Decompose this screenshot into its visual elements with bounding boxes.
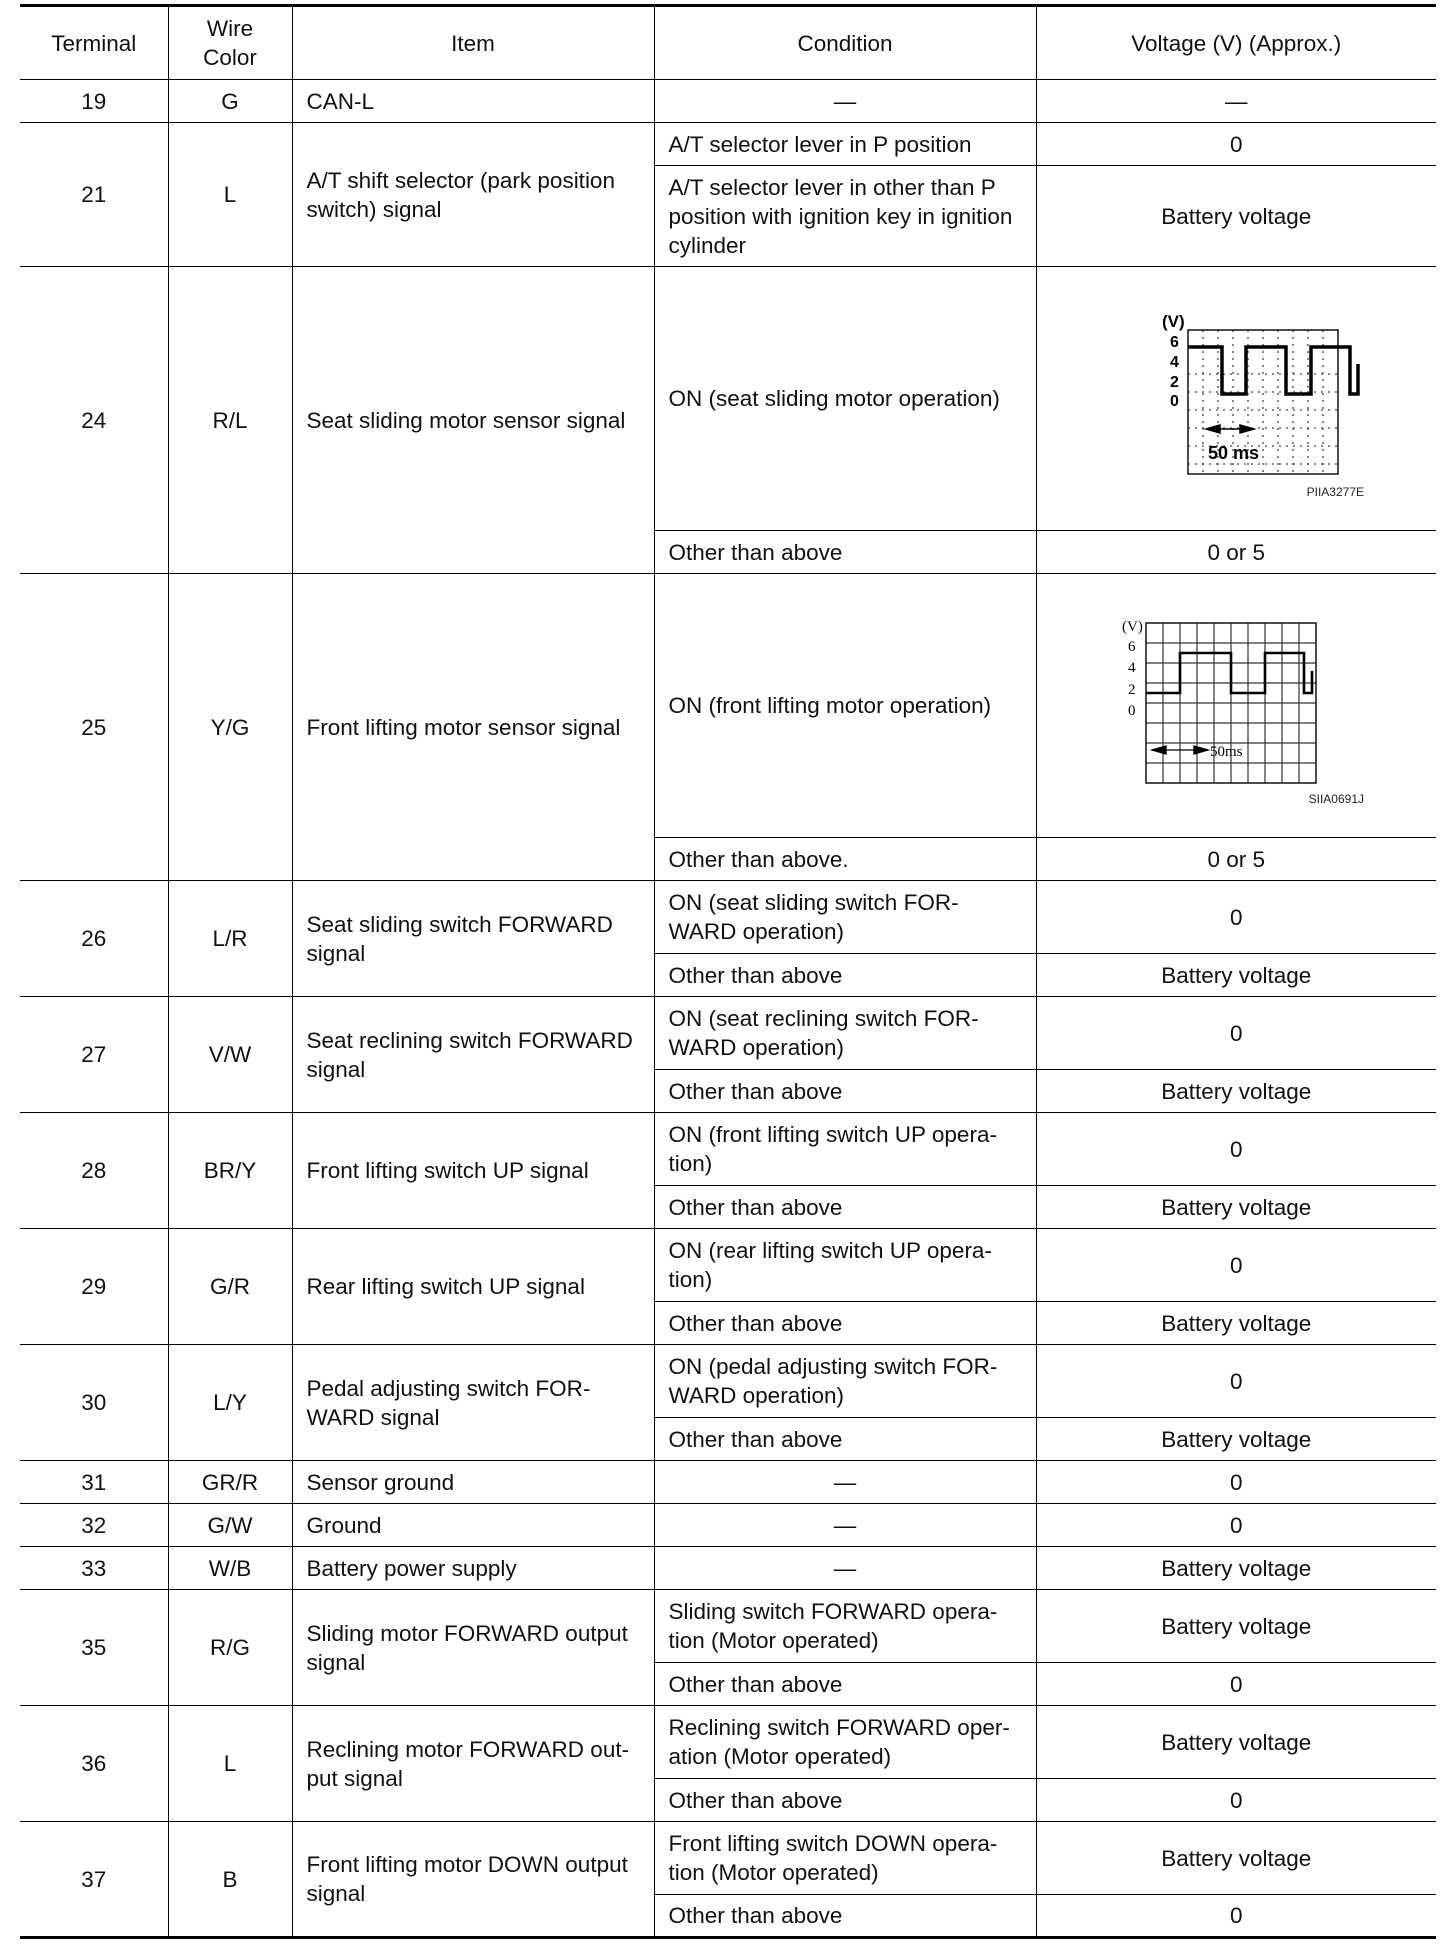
waveform-25-tick: 2 bbox=[1128, 681, 1136, 698]
condition-cell: — bbox=[654, 80, 1036, 123]
wire-color-cell: G/W bbox=[168, 1504, 292, 1547]
waveform-24-tick: 2 bbox=[1170, 373, 1180, 391]
voltage-cell: Battery voltage bbox=[1036, 1418, 1436, 1461]
condition-cell: Sliding switch FORWARD opera-tion (Motor operated) bbox=[654, 1590, 1036, 1663]
wire-color-cell: L bbox=[168, 123, 292, 267]
table-row bbox=[20, 997, 1436, 1070]
terminal-cell: 30 bbox=[20, 1345, 168, 1461]
voltage-cell: 0 bbox=[1036, 1229, 1436, 1302]
item-cell: Front lifting switch UP signal bbox=[292, 1113, 654, 1229]
voltage-cell: Battery voltage bbox=[1036, 1070, 1436, 1113]
terminal-cell: 27 bbox=[20, 997, 168, 1113]
condition-cell: — bbox=[654, 1547, 1036, 1590]
table-row bbox=[20, 881, 1436, 954]
terminal-cell: 21 bbox=[20, 123, 168, 267]
voltage-cell: Battery voltage bbox=[1036, 1302, 1436, 1345]
condition-cell: A/T selector lever in P position bbox=[654, 123, 1036, 166]
header-wire-color: Wire Color bbox=[168, 6, 292, 80]
table-row bbox=[20, 1706, 1436, 1779]
waveform-24-tick: 6 bbox=[1170, 333, 1180, 351]
table-row bbox=[20, 1547, 1436, 1590]
wire-color-cell: GR/R bbox=[168, 1461, 292, 1504]
condition-cell: ON (seat reclining switch FOR-WARD operation) bbox=[654, 997, 1036, 1070]
condition-cell: Other than above bbox=[654, 1779, 1036, 1822]
condition-cell: ON (front lifting motor operation) bbox=[654, 574, 1036, 838]
item-cell: Ground bbox=[292, 1504, 654, 1547]
voltage-cell: Battery voltage bbox=[1036, 1590, 1436, 1663]
table-row bbox=[20, 1345, 1436, 1418]
item-cell: Front lifting motor sensor signal bbox=[292, 574, 654, 881]
terminal-cell: 37 bbox=[20, 1822, 168, 1938]
condition-cell: ON (seat sliding motor operation) bbox=[654, 267, 1036, 531]
voltage-cell: — bbox=[1036, 80, 1436, 123]
table-row bbox=[20, 1113, 1436, 1186]
wire-color-cell: V/W bbox=[168, 997, 292, 1113]
table-row bbox=[20, 1229, 1436, 1302]
item-cell: Front lifting motor DOWN output signal bbox=[292, 1822, 654, 1938]
header-terminal: Terminal bbox=[20, 6, 168, 80]
terminal-cell: 36 bbox=[20, 1706, 168, 1822]
waveform-25-unit: (V) bbox=[1122, 618, 1144, 635]
header-voltage: Voltage (V) (Approx.) bbox=[1036, 6, 1436, 80]
header-condition: Condition bbox=[654, 6, 1036, 80]
voltage-cell: 0 or 5 bbox=[1036, 531, 1436, 574]
condition-cell: ON (pedal adjusting switch FOR-WARD operation) bbox=[654, 1345, 1036, 1418]
waveform-25-tick: 4 bbox=[1128, 659, 1136, 676]
condition-cell: Other than above bbox=[654, 531, 1036, 574]
voltage-cell: 0 bbox=[1036, 1895, 1436, 1938]
wire-color-cell: L/Y bbox=[168, 1345, 292, 1461]
voltage-cell: Battery voltage bbox=[1036, 1706, 1436, 1779]
condition-cell: Other than above bbox=[654, 954, 1036, 997]
terminal-table-sheet bbox=[20, 4, 1436, 1939]
wire-color-cell: B bbox=[168, 1822, 292, 1938]
wire-color-cell: R/G bbox=[168, 1590, 292, 1706]
condition-cell: A/T selector lever in other than P position with ignition key in ignition cylinder bbox=[654, 166, 1036, 267]
table-row bbox=[20, 123, 1436, 166]
voltage-cell: Battery voltage bbox=[1036, 166, 1436, 267]
voltage-cell: Battery voltage bbox=[1036, 1186, 1436, 1229]
condition-cell: Other than above bbox=[654, 1070, 1036, 1113]
wire-color-cell: R/L bbox=[168, 267, 292, 574]
item-cell: A/T shift selector (park position switch) signal bbox=[292, 123, 654, 267]
waveform-25-trace bbox=[1146, 653, 1312, 693]
waveform-24-period-arrow bbox=[1206, 425, 1254, 433]
item-cell: Seat sliding switch FORWARD signal bbox=[292, 881, 654, 997]
condition-cell: — bbox=[654, 1504, 1036, 1547]
waveform-24-period-label: 50 ms bbox=[1208, 442, 1260, 463]
terminal-cell: 25 bbox=[20, 574, 168, 881]
item-cell: Sliding motor FORWARD output signal bbox=[292, 1590, 654, 1706]
condition-cell: ON (front lifting switch UP opera-tion) bbox=[654, 1113, 1036, 1186]
waveform-25-tick: 6 bbox=[1128, 638, 1136, 655]
waveform-cell bbox=[1036, 267, 1436, 531]
waveform-24-chart bbox=[1086, 294, 1386, 504]
waveform-cell bbox=[1036, 574, 1436, 838]
item-cell: Seat reclining switch FORWARD signal bbox=[292, 997, 654, 1113]
terminal-cell: 31 bbox=[20, 1461, 168, 1504]
item-cell: Reclining motor FORWARD out-put signal bbox=[292, 1706, 654, 1822]
waveform-25-period-label: 50ms bbox=[1210, 743, 1243, 760]
voltage-cell: 0 bbox=[1036, 1504, 1436, 1547]
condition-cell: Other than above bbox=[654, 1186, 1036, 1229]
item-cell: Seat sliding motor sensor signal bbox=[292, 267, 654, 574]
waveform-25-code: SIIA0691J bbox=[1308, 791, 1365, 806]
condition-cell: Other than above bbox=[654, 1663, 1036, 1706]
waveform-24-unit: (V) bbox=[1162, 311, 1185, 331]
terminal-cell: 29 bbox=[20, 1229, 168, 1345]
condition-cell: ON (seat sliding switch FOR-WARD operation) bbox=[654, 881, 1036, 954]
terminal-cell: 35 bbox=[20, 1590, 168, 1706]
terminal-cell: 24 bbox=[20, 267, 168, 574]
voltage-cell: 0 or 5 bbox=[1036, 838, 1436, 881]
wire-color-cell: L bbox=[168, 1706, 292, 1822]
item-cell: Pedal adjusting switch FOR-WARD signal bbox=[292, 1345, 654, 1461]
voltage-cell: Battery voltage bbox=[1036, 1547, 1436, 1590]
wire-color-cell: L/R bbox=[168, 881, 292, 997]
voltage-cell: 0 bbox=[1036, 123, 1436, 166]
voltage-cell: Battery voltage bbox=[1036, 954, 1436, 997]
voltage-cell: 0 bbox=[1036, 997, 1436, 1070]
table-row bbox=[20, 574, 1436, 838]
terminal-cell: 19 bbox=[20, 80, 168, 123]
item-cell: CAN-L bbox=[292, 80, 654, 123]
waveform-24-tick: 4 bbox=[1170, 353, 1180, 371]
condition-cell: Other than above. bbox=[654, 838, 1036, 881]
wire-color-cell: Y/G bbox=[168, 574, 292, 881]
voltage-cell: 0 bbox=[1036, 1663, 1436, 1706]
voltage-cell: 0 bbox=[1036, 1461, 1436, 1504]
voltage-cell: 0 bbox=[1036, 1113, 1436, 1186]
condition-cell: ON (rear lifting switch UP opera-tion) bbox=[654, 1229, 1036, 1302]
terminal-table bbox=[20, 4, 1436, 1939]
condition-cell: Other than above bbox=[654, 1302, 1036, 1345]
waveform-24-tick: 0 bbox=[1170, 392, 1180, 410]
terminal-cell: 28 bbox=[20, 1113, 168, 1229]
wire-color-cell: G/R bbox=[168, 1229, 292, 1345]
voltage-cell: 0 bbox=[1036, 1345, 1436, 1418]
voltage-cell: Battery voltage bbox=[1036, 1822, 1436, 1895]
condition-cell: Front lifting switch DOWN opera-tion (Motor operated) bbox=[654, 1822, 1036, 1895]
wire-color-cell: W/B bbox=[168, 1547, 292, 1590]
table-row bbox=[20, 267, 1436, 531]
waveform-24-trace bbox=[1188, 347, 1358, 394]
item-cell: Battery power supply bbox=[292, 1547, 654, 1590]
terminal-cell: 33 bbox=[20, 1547, 168, 1590]
voltage-cell: 0 bbox=[1036, 881, 1436, 954]
waveform-24-code: PIIA3277E bbox=[1306, 484, 1365, 499]
waveform-25-tick: 0 bbox=[1128, 702, 1136, 719]
waveform-25-chart bbox=[1086, 601, 1386, 811]
table-row bbox=[20, 1504, 1436, 1547]
table-row bbox=[20, 1461, 1436, 1504]
table-row bbox=[20, 80, 1436, 123]
voltage-cell: 0 bbox=[1036, 1779, 1436, 1822]
terminal-cell: 32 bbox=[20, 1504, 168, 1547]
item-cell: Sensor ground bbox=[292, 1461, 654, 1504]
condition-cell: Reclining switch FORWARD oper-ation (Motor operated) bbox=[654, 1706, 1036, 1779]
item-cell: Rear lifting switch UP signal bbox=[292, 1229, 654, 1345]
terminal-cell: 26 bbox=[20, 881, 168, 997]
condition-cell: — bbox=[654, 1461, 1036, 1504]
wire-color-cell: BR/Y bbox=[168, 1113, 292, 1229]
wire-color-cell: G bbox=[168, 80, 292, 123]
header-item: Item bbox=[292, 6, 654, 80]
header-row bbox=[20, 6, 1436, 80]
condition-cell: Other than above bbox=[654, 1895, 1036, 1938]
condition-cell: Other than above bbox=[654, 1418, 1036, 1461]
table-row bbox=[20, 1590, 1436, 1663]
table-row bbox=[20, 1822, 1436, 1895]
